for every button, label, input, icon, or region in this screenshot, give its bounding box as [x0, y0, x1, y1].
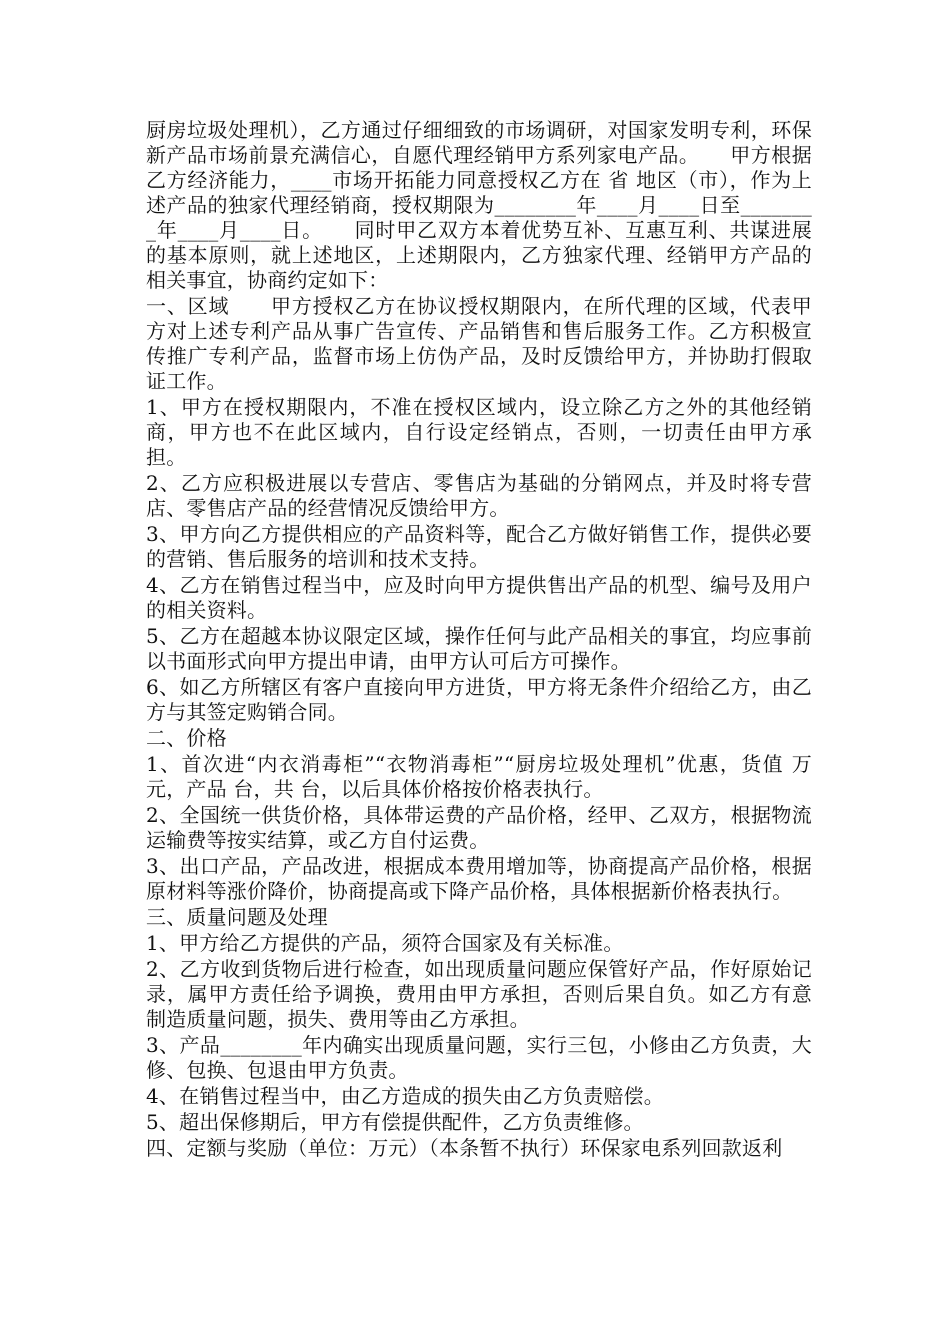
- section-3-heading: 三、质量问题及处理: [146, 905, 328, 929]
- clause-3-1: 1、甲方给乙方提供的产品，须符合国家及有关标准。: [146, 931, 624, 955]
- clause-2-2: 2、全国统一供货价格，具体带运费的产品价格，经甲、乙双方，根据物流运输费等按实结算，或乙方自付运费。: [146, 803, 812, 852]
- clause-1-1: 1、甲方在授权期限内，不准在授权区域内，设立除乙方之外的其他经销商，甲方也不在此区域内，自行设定经销点，否则，一切责任由甲方承担。: [146, 395, 812, 469]
- clause-1-6: 6、如乙方所辖区有客户直接向甲方进货，甲方将无条件介绍给乙方，由乙方与其签定购销合同。: [146, 675, 812, 724]
- clause-3-2: 2、乙方收到货物后进行检查，如出现质量问题应保管好产品，作好原始记录，属甲方责任给予调换，费用由甲方承担，否则后果自负。如乙方有意制造质量问题，损失、费用等由乙方承担。: [146, 957, 812, 1031]
- section-1-region: 一、区域 甲方授权乙方在协议授权期限内，在所代理的区域，代表甲方对上述专利产品从事广告宣传、产品销售和售后服务工作。乙方积极宣传推广专利产品，监督市场上仿伪产品，及时反馈给甲方，并协助打假取证工作。: [146, 294, 812, 393]
- section-4-heading: 四、定额与奖励（单位：万元）（本条暂不执行）环保家电系列回款返利: [146, 1136, 783, 1160]
- clause-1-3: 3、甲方向乙方提供相应的产品资料等，配合乙方做好销售工作，提供必要的营销、售后服务的培训和技术支持。: [146, 522, 812, 571]
- clause-1-2: 2、乙方应积极进展以专营店、零售店为基础的分销网点，并及时将专营店、零售店产品的经营情况反馈给甲方。: [146, 471, 812, 520]
- section-2-heading: 二、价格: [146, 726, 227, 750]
- clause-2-1: 1、首次进“内衣消毒柜”“衣物消毒柜”“厨房垃圾处理机”优惠，货值 万元，产品 台，共 台，以后具体价格按价格表执行。: [146, 752, 812, 801]
- clause-3-5: 5、超出保修期后，甲方有偿提供配件，乙方负责维修。: [146, 1110, 644, 1134]
- intro-paragraph: 厨房垃圾处理机），乙方通过仔细细致的市场调研，对国家发明专利，环保新产品市场前景充满信心，自愿代理经销甲方系列家电产品。 甲方根据乙方经济能力，____市场开拓能力同意授权乙方在 省 地区（市），作为上述产品的独家代理经销商，授权期限为________年____月____日至________年____月____日。 同时甲乙双方本着优势互补、互惠互利、共谋进展的基本原则，就上述地区，上述期限内，乙方独家代理、经销甲方产品的相关事宜，协商约定如下：: [146, 118, 812, 292]
- clause-1-5: 5、乙方在超越本协议限定区域，操作任何与此产品相关的事宜，均应事前以书面形式向甲方提出申请，由甲方认可后方可操作。: [146, 624, 812, 673]
- clause-2-3: 3、出口产品，产品改进，根据成本费用增加等，协商提高产品价格，根据原材料等涨价降价，协商提高或下降产品价格，具体根据新价格表执行。: [146, 854, 812, 903]
- clause-1-4: 4、乙方在销售过程当中，应及时向甲方提供售出产品的机型、编号及用户的相关资料。: [146, 573, 812, 622]
- clause-3-3: 3、产品________年内确实出现质量问题，实行三包，小修由乙方负责，大修、包换、包退由甲方负责。: [146, 1033, 812, 1082]
- document-body: [146, 118, 812, 1162]
- clause-3-4: 4、在销售过程当中，由乙方造成的损失由乙方负责赔偿。: [146, 1084, 664, 1108]
